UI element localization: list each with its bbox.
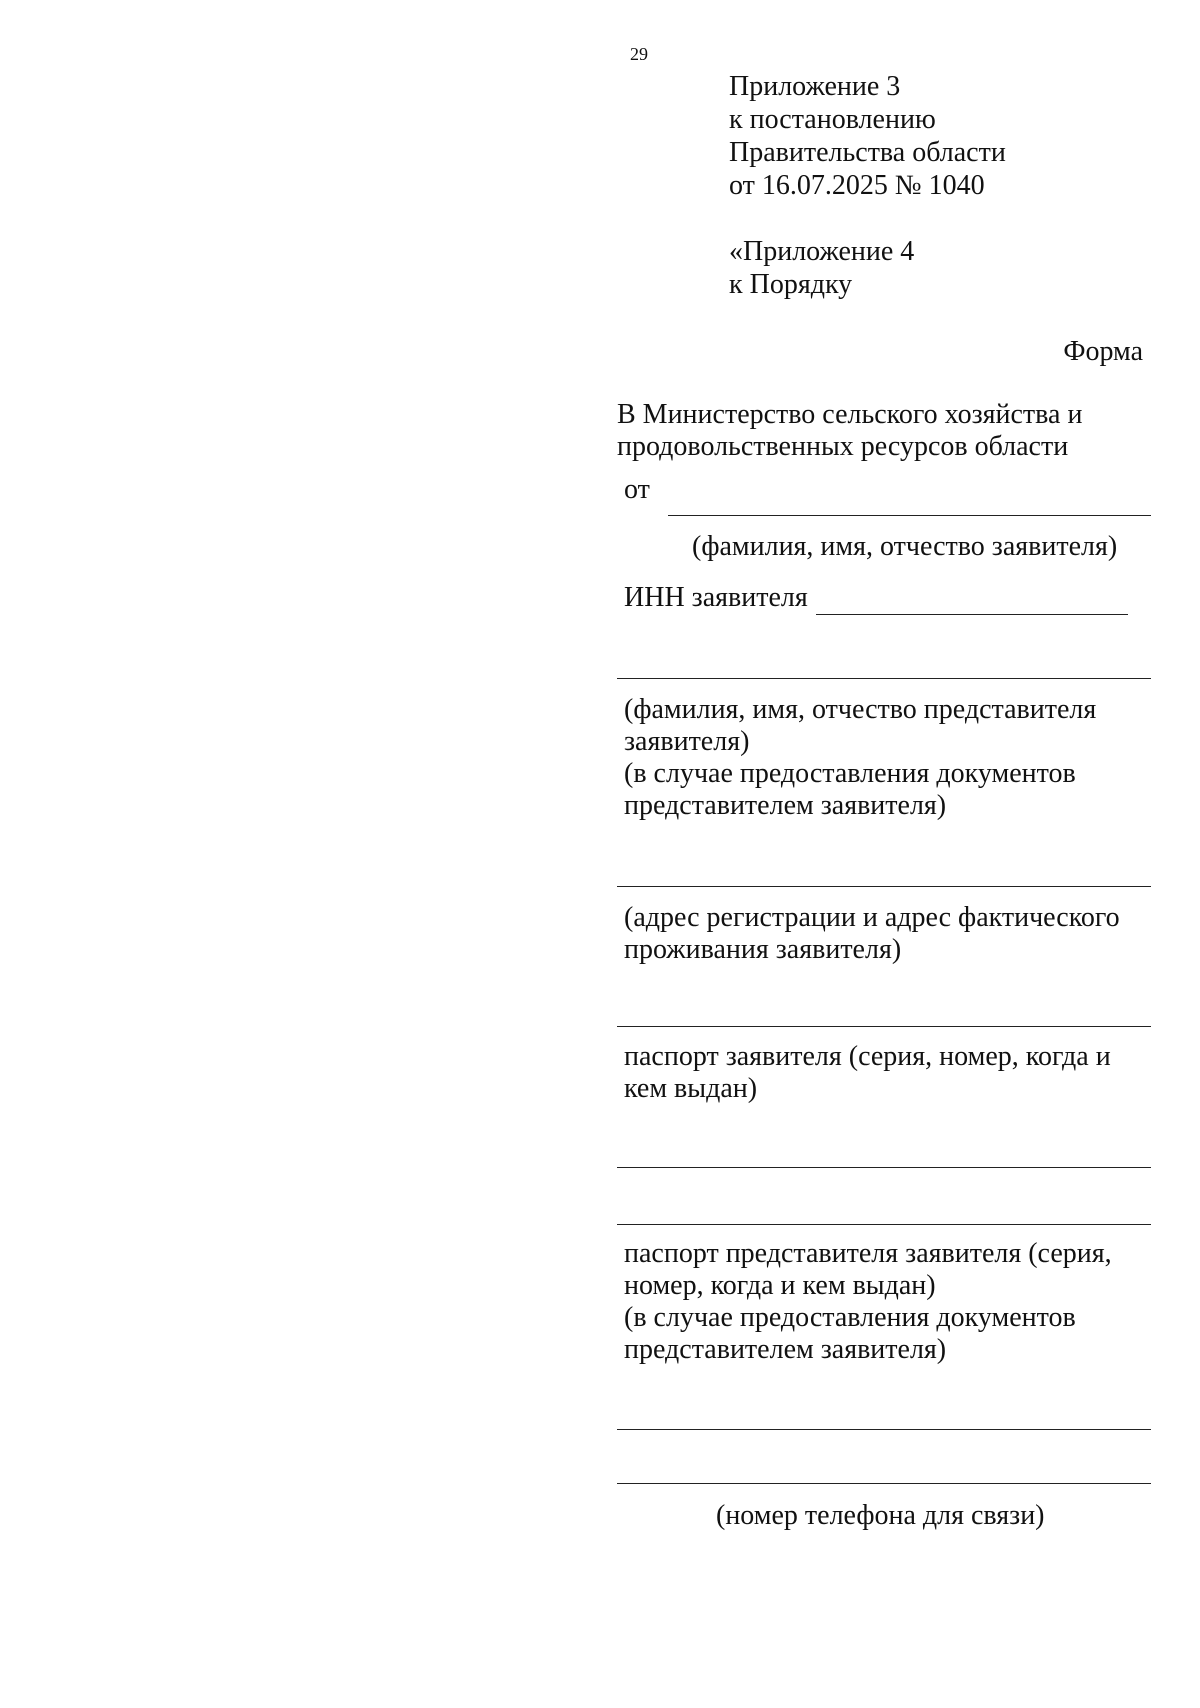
caption-line: (адрес регистрации и адрес фактического	[624, 902, 1120, 933]
addressee-line: В Министерство сельского хозяйства и	[617, 399, 1083, 430]
rep-passport-line-2[interactable]	[617, 1224, 1151, 1225]
rep-passport-caption	[624, 1238, 1158, 1366]
addressee-line: продовольственных ресурсов области	[617, 431, 1069, 462]
caption-line: номер, когда и кем выдан)	[624, 1270, 936, 1301]
inner-appendix-line: к Порядку	[729, 269, 853, 300]
inn-label: ИНН заявителя	[624, 582, 808, 613]
inner-appendix-line: «Приложение 4	[729, 236, 915, 267]
caption-line: (в случае предоставления документов	[624, 1302, 1076, 1333]
caption-line: паспорт представителя заявителя (серия,	[624, 1238, 1112, 1269]
representative-caption	[624, 694, 1158, 822]
from-label: от	[624, 474, 650, 505]
caption-line: заявителя)	[624, 726, 750, 757]
page-number: 29	[630, 44, 648, 64]
passport-caption	[624, 1041, 1158, 1105]
applicant-name-line[interactable]	[668, 515, 1151, 516]
appendix-header	[729, 70, 1006, 301]
rep-passport-line-1[interactable]	[617, 1167, 1151, 1168]
inn-line[interactable]	[816, 614, 1128, 615]
appendix-line: от 16.07.2025 № 1040	[729, 170, 985, 201]
caption-line: представителем заявителя)	[624, 790, 947, 821]
phone-line-2[interactable]	[617, 1483, 1151, 1484]
passport-line[interactable]	[617, 1026, 1151, 1027]
caption-line: (фамилия, имя, отчество представителя	[624, 694, 1097, 725]
phone-line-1[interactable]	[617, 1429, 1151, 1430]
address-line[interactable]	[617, 886, 1151, 887]
appendix-line: Правительства области	[729, 137, 1006, 168]
appendix-line: Приложение 3	[729, 71, 901, 102]
phone-caption: (номер телефона для связи)	[716, 1500, 1045, 1531]
address-caption	[624, 902, 1158, 966]
caption-line: кем выдан)	[624, 1073, 758, 1104]
caption-line: паспорт заявителя (серия, номер, когда и	[624, 1041, 1111, 1072]
applicant-name-caption: (фамилия, имя, отчество заявителя)	[692, 531, 1118, 562]
representative-name-line[interactable]	[617, 678, 1151, 679]
caption-line: представителем заявителя)	[624, 1334, 947, 1365]
appendix-line: к постановлению	[729, 104, 936, 135]
caption-line: (в случае предоставления документов	[624, 758, 1076, 789]
addressee	[617, 399, 1151, 463]
form-label: Форма	[1063, 336, 1143, 367]
caption-line: проживания заявителя)	[624, 934, 902, 965]
